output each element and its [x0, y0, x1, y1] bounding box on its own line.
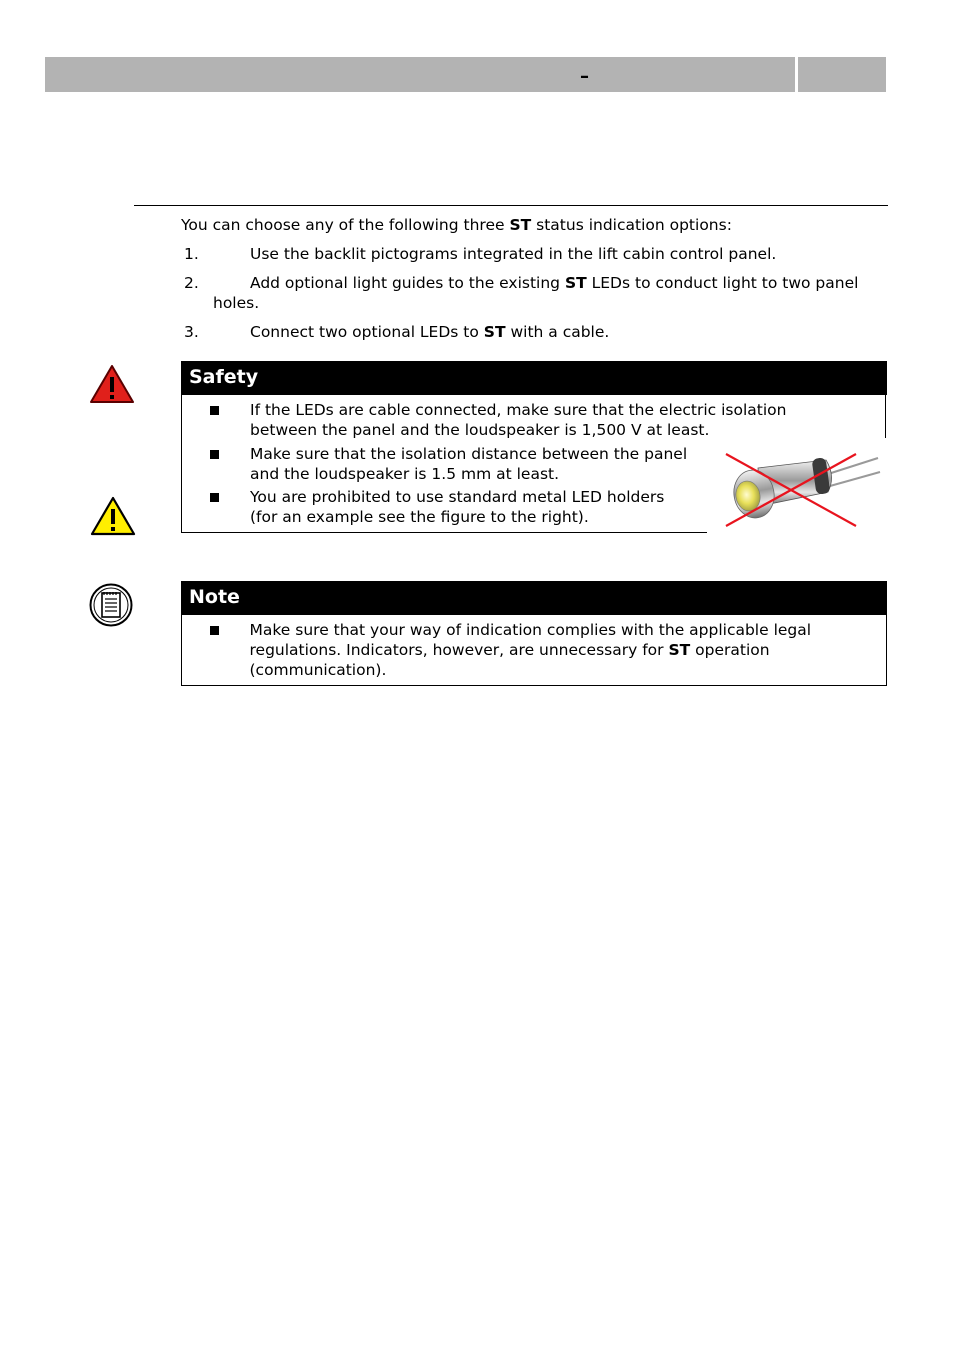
option-number: 1.	[184, 245, 199, 263]
intro-paragraph	[181, 215, 732, 235]
intro-text-end: status indication options:	[531, 216, 732, 234]
safety-bullet-1	[181, 400, 786, 440]
safety-box-border	[181, 532, 707, 533]
note-heading: Note	[181, 581, 887, 615]
note-box	[181, 615, 887, 686]
notepad-icon	[89, 583, 133, 627]
safety-heading: Safety	[181, 361, 887, 395]
option-text-end: with a cable.	[505, 323, 610, 341]
option-item-1	[181, 244, 886, 264]
bullet-line: Make sure that your way of indication complies with the applicable legal	[249, 621, 812, 639]
bullet-line: If the LEDs are cable connected, make sure that the electric isolation	[250, 401, 787, 419]
crossed-out-metal-led-holder-image	[718, 446, 883, 531]
safety-box-border	[885, 395, 886, 438]
option-bold-st: ST	[564, 274, 587, 292]
safety-bullet-2	[181, 444, 687, 484]
option-text-continuation: holes.	[213, 294, 260, 312]
option-number: 2.	[184, 274, 199, 292]
bullet-square	[210, 406, 219, 415]
bullet-square	[210, 493, 219, 502]
note-bold-st: ST	[668, 641, 691, 659]
option-item-3	[181, 322, 886, 342]
option-item-2	[181, 273, 886, 313]
bullet-square	[210, 450, 219, 459]
bullet-line: and the loudspeaker is 1.5 mm at least.	[250, 465, 560, 483]
note-bullet	[181, 620, 812, 680]
bullet-line: (communication).	[249, 661, 387, 679]
bullet-line-end: operation	[690, 641, 770, 659]
option-number: 3.	[184, 323, 199, 341]
bullet-line: Make sure that the isolation distance between the panel	[250, 445, 688, 463]
bullet-line: between the panel and the loudspeaker is 1,500 V at least.	[250, 421, 710, 439]
option-text	[181, 273, 886, 313]
caution-warning-triangle-icon	[90, 496, 136, 536]
option-bold-st: ST	[483, 323, 506, 341]
option-text-end: LEDs to conduct light to two panel	[586, 274, 859, 292]
option-text-start: Add optional light guides to the existing	[250, 274, 565, 292]
option-text-start: Connect two optional LEDs to	[250, 323, 484, 341]
bullet-line: regulations. Indicators, however, are unnecessary for	[249, 641, 669, 659]
danger-warning-triangle-icon	[89, 364, 135, 404]
header-page-box	[798, 57, 886, 92]
header-bar	[45, 57, 795, 92]
intro-bold-st: ST	[509, 216, 532, 234]
header-dash: –	[580, 66, 589, 87]
option-text	[181, 322, 886, 342]
intro-text-start: You can choose any of the following three	[181, 216, 510, 234]
bullet-square	[210, 626, 219, 635]
bullet-line: You are prohibited to use standard metal LED holders	[250, 488, 665, 506]
option-text: Use the backlit pictograms integrated in the lift cabin control panel.	[250, 245, 777, 263]
bullet-line: (for an example see the figure to the right).	[250, 508, 589, 526]
safety-bullet-3	[181, 487, 664, 527]
section-rule	[134, 205, 888, 206]
